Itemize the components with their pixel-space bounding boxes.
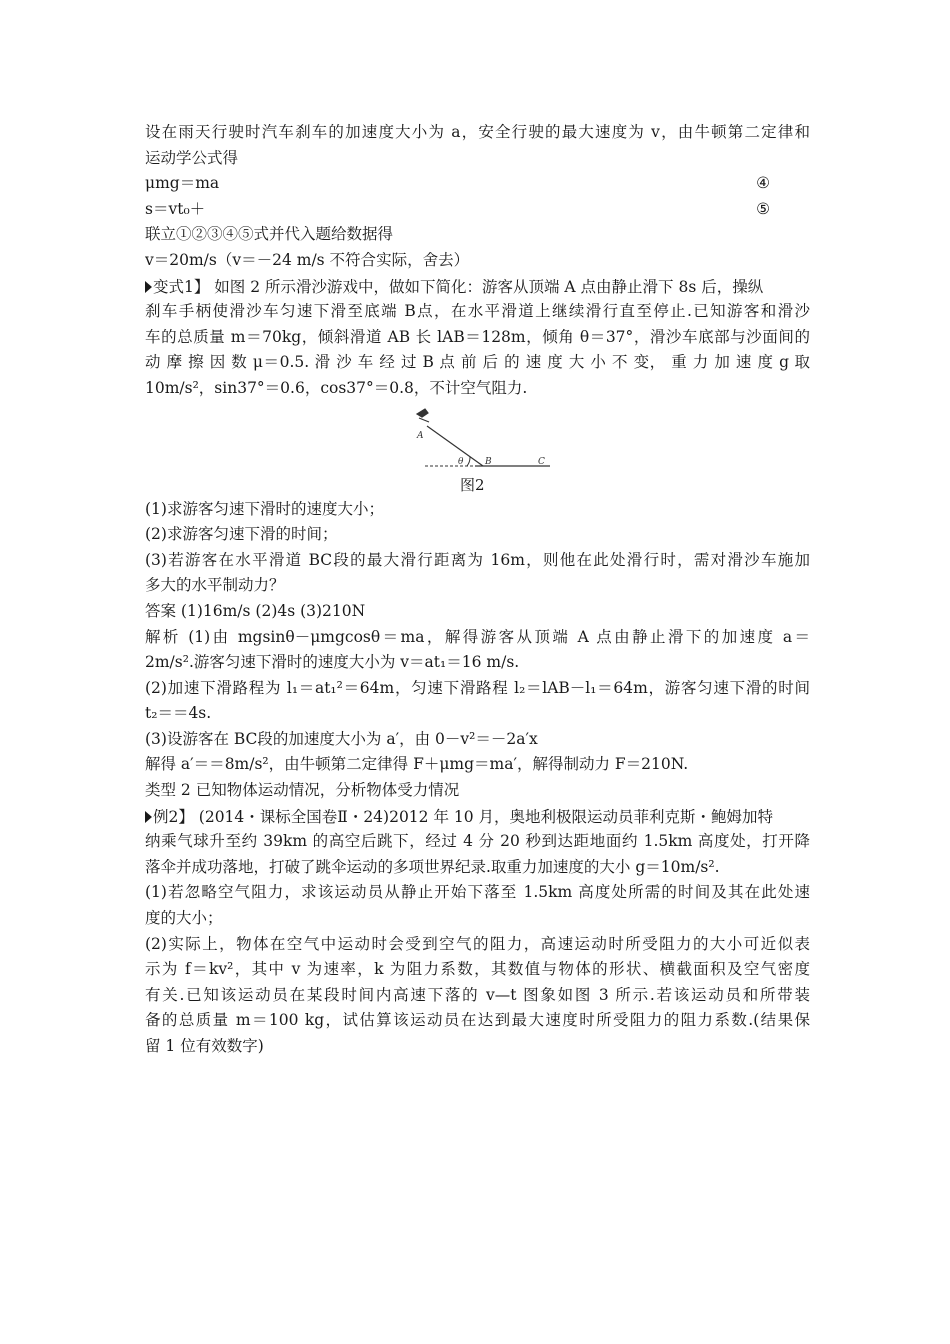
text-line: 2m/s².游客匀速下滑时的速度大小为 v＝at₁＝16 m/s. bbox=[145, 653, 520, 672]
equation-line bbox=[145, 171, 810, 197]
equation-number: ④ bbox=[756, 174, 770, 193]
text-line: v＝20m/s（v＝－24 m/s 不符合实际，舍去） bbox=[145, 250, 470, 269]
text-line: (3)若游客在水平滑道 BC段的最大滑行距离为 16m，则他在此处滑行时，需对滑沙车施加 bbox=[145, 550, 810, 569]
answer-line: 答案 (1)16m/s (2)4s (3)210N bbox=[145, 601, 366, 620]
text-line: 解析 (1)由 mgsinθ－μmgcosθ＝ma，解得游客从顶端 A 点由静止滑下的加速度 a＝ bbox=[145, 627, 810, 646]
example-heading-line bbox=[145, 804, 810, 830]
text-line: 例2】 (2014・课标全国卷Ⅱ・24)2012 年 10 月，奥地利极限运动员菲利克斯・鲍姆加特 bbox=[153, 807, 774, 826]
equation-line bbox=[145, 197, 810, 223]
text-line: 运动学公式得 bbox=[145, 148, 239, 167]
figure-2 bbox=[145, 402, 810, 497]
text-line: 刹车手柄使滑沙车匀速下滑至底端 B点，在水平滑道上继续滑行直至停止.已知游客和滑沙 bbox=[145, 302, 810, 321]
text-line: 示为 f＝kv²，其中 v 为速率，k 为阻力系数，其数值与物体的形状、横截面积及空气密度 bbox=[145, 960, 810, 979]
text-line: 10m/s²，sin37°＝0.6，cos37°＝0.8，不计空气阻力. bbox=[145, 378, 528, 397]
equation-text: μmg＝ma bbox=[145, 174, 220, 193]
text-line: (1)若忽略空气阻力，求该运动员从静止开始下落至 1.5km 高度处所需的时间及其在此处速 bbox=[145, 883, 810, 902]
text-line: 车的总质量 m＝70kg，倾斜滑道 AB 长 lAB＝128m，倾角 θ＝37°，滑沙车底部与沙面间的 bbox=[145, 327, 810, 346]
text-line: (2)加速下滑路程为 l₁＝at₁²＝64m，匀速下滑路程 l₂＝lAB－l₁＝64m，游客匀速下滑的时间 bbox=[145, 678, 810, 697]
text-line: 落伞并成功落地，打破了跳伞运动的多项世界纪录.取重力加速度的大小 g＝10m/s². bbox=[145, 857, 720, 876]
point-a-label: A bbox=[417, 430, 424, 441]
text-line: 变式1】 如图 2 所示滑沙游戏中，做如下简化：游客从顶端 A 点由静止滑下 8s 后，操纵 bbox=[153, 277, 764, 296]
inclined-track bbox=[427, 426, 483, 466]
bracket-marker-icon bbox=[145, 274, 153, 300]
equation-text: s＝vt₀＋ bbox=[145, 199, 206, 218]
text-line: 多大的水平制动力？ bbox=[145, 576, 285, 595]
slope-diagram bbox=[415, 406, 565, 478]
text-line: 有关.已知该运动员在某段时间内高速下落的 v—t 图象如图 3 所示.若该运动员和所带装 bbox=[145, 985, 810, 1004]
text-line: t₂＝＝4s. bbox=[145, 704, 212, 723]
text-line: 纳乘气球升至约 39km 的高空后跳下，经过 4 分 20 秒到达距地面约 1.5km 高度处，打开降 bbox=[145, 832, 810, 851]
text-line: 设在雨天行驶时汽车刹车的加速度大小为 a，安全行驶的最大速度为 v，由牛顿第二定律和 bbox=[145, 123, 810, 141]
text-line: (3)设游客在 BC段的加速度大小为 a′，由 0－v²＝－2a′x bbox=[145, 729, 538, 748]
bracket-marker-icon bbox=[145, 804, 153, 830]
point-c-label: C bbox=[538, 456, 545, 467]
text-line: 留 1 位有效数字) bbox=[145, 1037, 264, 1055]
document-page bbox=[145, 120, 810, 1060]
text-line: (2)实际上，物体在空气中运动时会受到空气的阻力，高速运动时所受阻力的大小可近似表 bbox=[145, 934, 810, 953]
equation-number: ⑤ bbox=[756, 199, 770, 218]
text-line: 动 摩 擦 因 数 μ＝0.5. 滑 沙 车 经 过 B 点 前 后 的 速 度 大 小 不 变， 重 力 加 速 度 g 取 bbox=[145, 353, 810, 372]
text-line: 度的大小； bbox=[145, 909, 223, 928]
angle-arc bbox=[467, 457, 470, 466]
text-line: (2)求游客匀速下滑的时间； bbox=[145, 525, 338, 544]
text-line: 解得 a′＝＝8m/s²，由牛顿第二定律得 F＋μmg＝ma′，解得制动力 F＝210N. bbox=[145, 755, 689, 774]
variant-heading-line bbox=[145, 274, 810, 300]
point-b-label: B bbox=[485, 456, 492, 467]
text-line: 联立①②③④⑤式并代入题给数据得 bbox=[145, 225, 394, 244]
section-heading: 类型 2 已知物体运动情况，分析物体受力情况 bbox=[145, 781, 460, 800]
angle-theta-label: θ bbox=[458, 456, 464, 467]
text-line: 备的总质量 m＝100 kg，试估算该运动员在达到最大速度时所受阻力的阻力系数.(结果保 bbox=[145, 1011, 810, 1030]
rider-icon bbox=[417, 409, 429, 422]
figure-caption: 图2 bbox=[460, 475, 485, 494]
text-line: (1)求游客匀速下滑时的速度大小； bbox=[145, 499, 384, 518]
